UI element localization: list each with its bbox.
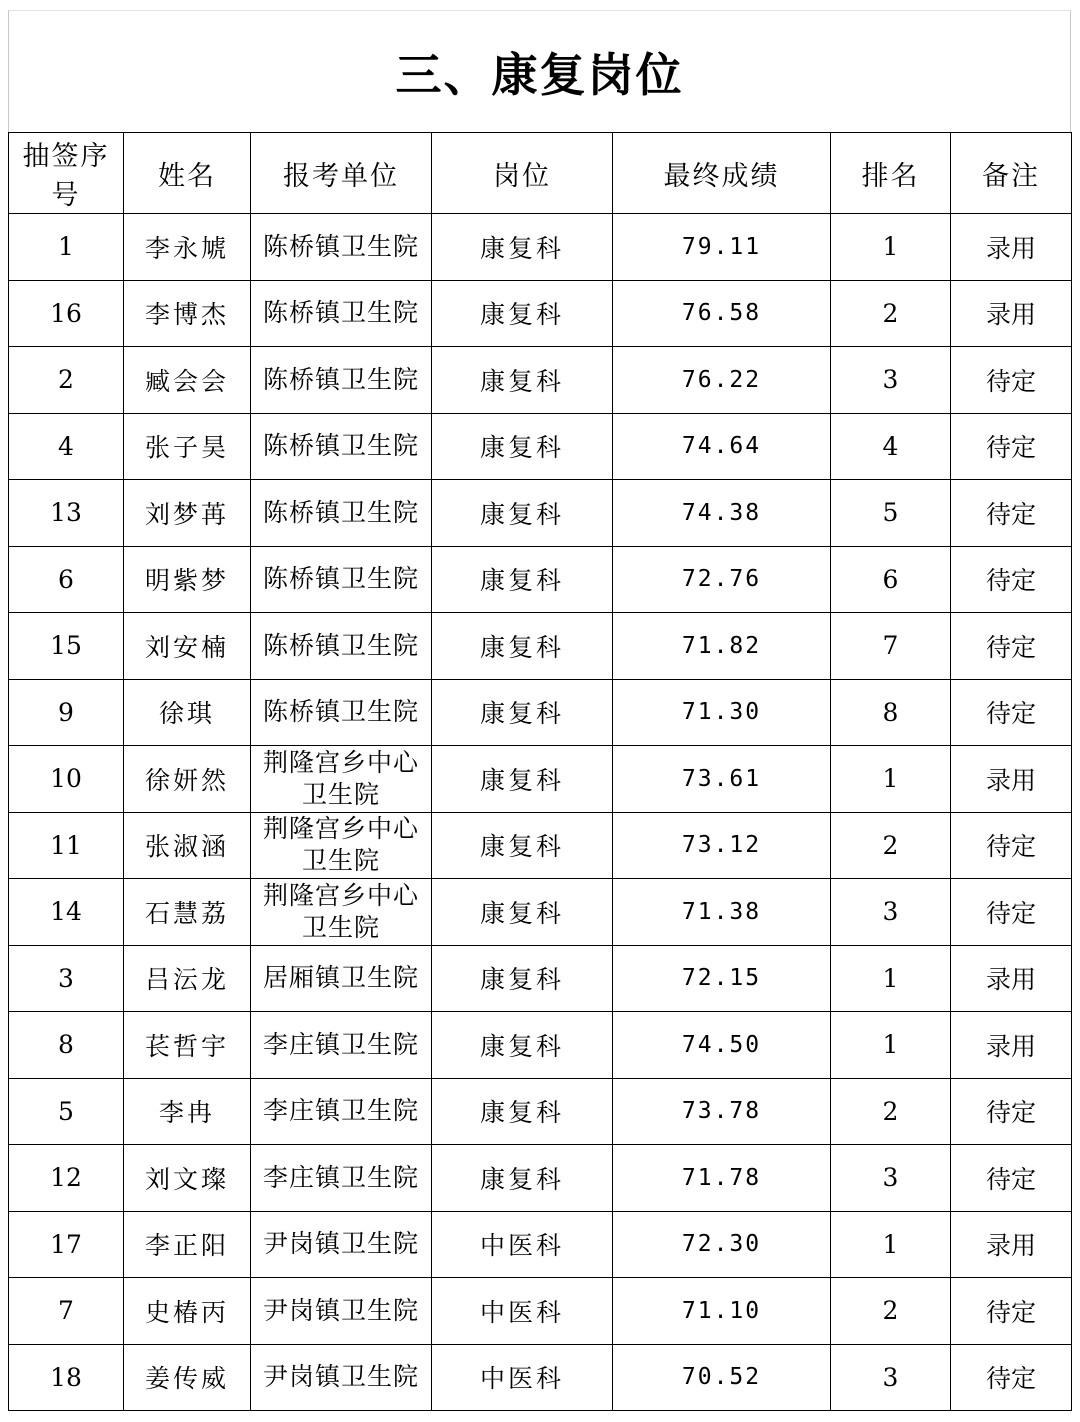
cell-rank: 2 [831, 280, 951, 347]
cell-draw-number: 6 [9, 546, 124, 613]
cell-remark: 待定 [951, 1278, 1072, 1345]
cell-name: 张淑涵 [124, 812, 251, 879]
table-row [9, 1012, 1072, 1079]
cell-final-score: 73.12 [613, 812, 831, 879]
cell-rank: 2 [831, 1278, 951, 1345]
cell-final-score: 71.10 [613, 1278, 831, 1345]
cell-rank: 7 [831, 613, 951, 680]
cell-remark: 待定 [951, 679, 1072, 746]
cell-unit: 陈桥镇卫生院 [251, 613, 432, 680]
cell-remark: 录用 [951, 1012, 1072, 1079]
page-title: 三、康复岗位 [395, 47, 684, 102]
cell-name: 徐琪 [124, 679, 251, 746]
cell-unit: 居厢镇卫生院 [251, 945, 432, 1012]
cell-final-score: 73.78 [613, 1078, 831, 1145]
cell-draw-number: 14 [9, 879, 124, 946]
cell-unit: 陈桥镇卫生院 [251, 280, 432, 347]
cell-final-score: 72.15 [613, 945, 831, 1012]
cell-rank: 1 [831, 1211, 951, 1278]
cell-draw-number: 11 [9, 812, 124, 879]
cell-draw-number: 8 [9, 1012, 124, 1079]
cell-name: 李冉 [124, 1078, 251, 1145]
cell-rank: 3 [831, 1344, 951, 1411]
cell-name: 张子昊 [124, 413, 251, 480]
table-row [9, 214, 1072, 281]
cell-name: 李正阳 [124, 1211, 251, 1278]
cell-name: 吕沄龙 [124, 945, 251, 1012]
cell-unit: 尹岗镇卫生院 [251, 1211, 432, 1278]
cell-unit: 陈桥镇卫生院 [251, 546, 432, 613]
cell-draw-number: 15 [9, 613, 124, 680]
cell-remark: 录用 [951, 1211, 1072, 1278]
cell-draw-number: 5 [9, 1078, 124, 1145]
cell-remark: 待定 [951, 480, 1072, 547]
cell-final-score: 71.78 [613, 1145, 831, 1212]
cell-name: 李永虓 [124, 214, 251, 281]
cell-post: 康复科 [432, 280, 613, 347]
cell-draw-number: 1 [9, 214, 124, 281]
cell-name: 徐妍然 [124, 746, 251, 813]
table-row [9, 1344, 1072, 1411]
cell-remark: 待定 [951, 812, 1072, 879]
title-box [8, 10, 1071, 132]
cell-unit: 尹岗镇卫生院 [251, 1278, 432, 1345]
table-row [9, 812, 1072, 879]
cell-rank: 3 [831, 1145, 951, 1212]
header-unit: 报考单位 [251, 133, 432, 214]
cell-draw-number: 3 [9, 945, 124, 1012]
cell-unit: 陈桥镇卫生院 [251, 679, 432, 746]
cell-post: 康复科 [432, 613, 613, 680]
table-row [9, 546, 1072, 613]
cell-name: 石慧荔 [124, 879, 251, 946]
document-sheet [8, 10, 1071, 1414]
header-remark: 备注 [951, 133, 1072, 214]
table-row [9, 1278, 1072, 1345]
cell-final-score: 71.30 [613, 679, 831, 746]
table-row [9, 347, 1072, 414]
cell-name: 苌哲宇 [124, 1012, 251, 1079]
cell-unit: 陈桥镇卫生院 [251, 214, 432, 281]
cell-name: 姜传威 [124, 1344, 251, 1411]
table-row [9, 879, 1072, 946]
cell-rank: 1 [831, 1012, 951, 1079]
cell-remark: 待定 [951, 413, 1072, 480]
cell-draw-number: 7 [9, 1278, 124, 1345]
table-row [9, 480, 1072, 547]
table-row [9, 746, 1072, 813]
cell-unit: 李庄镇卫生院 [251, 1012, 432, 1079]
cell-remark: 录用 [951, 280, 1072, 347]
cell-unit: 尹岗镇卫生院 [251, 1344, 432, 1411]
cell-final-score: 76.22 [613, 347, 831, 414]
cell-draw-number: 4 [9, 413, 124, 480]
cell-remark: 待定 [951, 879, 1072, 946]
cell-rank: 1 [831, 214, 951, 281]
table-header-row [9, 133, 1072, 214]
table-row [9, 613, 1072, 680]
cell-rank: 6 [831, 546, 951, 613]
cell-unit: 李庄镇卫生院 [251, 1145, 432, 1212]
header-final-score: 最终成绩 [613, 133, 831, 214]
cell-rank: 2 [831, 1078, 951, 1145]
header-post: 岗位 [432, 133, 613, 214]
cell-post: 康复科 [432, 746, 613, 813]
cell-remark: 待定 [951, 347, 1072, 414]
cell-unit: 陈桥镇卫生院 [251, 347, 432, 414]
table-row [9, 1078, 1072, 1145]
cell-draw-number: 16 [9, 280, 124, 347]
cell-draw-number: 13 [9, 480, 124, 547]
cell-post: 康复科 [432, 1145, 613, 1212]
cell-draw-number: 12 [9, 1145, 124, 1212]
cell-final-score: 72.30 [613, 1211, 831, 1278]
cell-unit: 荆隆宫乡中心卫生院 [251, 746, 432, 813]
cell-unit: 荆隆宫乡中心卫生院 [251, 812, 432, 879]
cell-post: 康复科 [432, 413, 613, 480]
cell-final-score: 74.64 [613, 413, 831, 480]
cell-post: 康复科 [432, 679, 613, 746]
cell-name: 刘文璨 [124, 1145, 251, 1212]
cell-name: 刘安楠 [124, 613, 251, 680]
cell-post: 康复科 [432, 1078, 613, 1145]
cell-remark: 待定 [951, 546, 1072, 613]
cell-post: 康复科 [432, 945, 613, 1012]
cell-final-score: 76.58 [613, 280, 831, 347]
cell-final-score: 71.82 [613, 613, 831, 680]
cell-rank: 5 [831, 480, 951, 547]
cell-post: 康复科 [432, 546, 613, 613]
cell-remark: 待定 [951, 1145, 1072, 1212]
cell-name: 李博杰 [124, 280, 251, 347]
cell-final-score: 70.52 [613, 1344, 831, 1411]
cell-final-score: 71.38 [613, 879, 831, 946]
cell-rank: 8 [831, 679, 951, 746]
cell-draw-number: 18 [9, 1344, 124, 1411]
cell-post: 康复科 [432, 812, 613, 879]
cell-remark: 待定 [951, 613, 1072, 680]
cell-unit: 荆隆宫乡中心卫生院 [251, 879, 432, 946]
cell-remark: 待定 [951, 1078, 1072, 1145]
cell-post: 康复科 [432, 879, 613, 946]
cell-unit: 李庄镇卫生院 [251, 1078, 432, 1145]
cell-rank: 4 [831, 413, 951, 480]
table-row [9, 679, 1072, 746]
cell-post: 中医科 [432, 1278, 613, 1345]
cell-rank: 3 [831, 347, 951, 414]
header-rank: 排名 [831, 133, 951, 214]
cell-draw-number: 2 [9, 347, 124, 414]
cell-name: 刘梦苒 [124, 480, 251, 547]
cell-post: 中医科 [432, 1211, 613, 1278]
cell-final-score: 72.76 [613, 546, 831, 613]
table-row [9, 1211, 1072, 1278]
table-row [9, 413, 1072, 480]
cell-remark: 录用 [951, 945, 1072, 1012]
cell-remark: 录用 [951, 746, 1072, 813]
cell-post: 康复科 [432, 347, 613, 414]
cell-final-score: 73.61 [613, 746, 831, 813]
cell-final-score: 79.11 [613, 214, 831, 281]
cell-name: 臧会会 [124, 347, 251, 414]
header-draw-number: 抽签序号 [9, 133, 124, 214]
cell-final-score: 74.38 [613, 480, 831, 547]
cell-remark: 录用 [951, 214, 1072, 281]
cell-rank: 3 [831, 879, 951, 946]
table-row [9, 280, 1072, 347]
header-name: 姓名 [124, 133, 251, 214]
cell-post: 康复科 [432, 1012, 613, 1079]
cell-draw-number: 9 [9, 679, 124, 746]
results-table [8, 132, 1072, 1411]
cell-rank: 1 [831, 945, 951, 1012]
cell-rank: 1 [831, 746, 951, 813]
cell-draw-number: 17 [9, 1211, 124, 1278]
table-row [9, 945, 1072, 1012]
cell-final-score: 74.50 [613, 1012, 831, 1079]
cell-post: 康复科 [432, 214, 613, 281]
cell-post: 康复科 [432, 480, 613, 547]
cell-rank: 2 [831, 812, 951, 879]
cell-name: 史椿丙 [124, 1278, 251, 1345]
cell-remark: 待定 [951, 1344, 1072, 1411]
cell-unit: 陈桥镇卫生院 [251, 413, 432, 480]
cell-name: 明紫梦 [124, 546, 251, 613]
cell-draw-number: 10 [9, 746, 124, 813]
table-row [9, 1145, 1072, 1212]
cell-post: 中医科 [432, 1344, 613, 1411]
cell-unit: 陈桥镇卫生院 [251, 480, 432, 547]
